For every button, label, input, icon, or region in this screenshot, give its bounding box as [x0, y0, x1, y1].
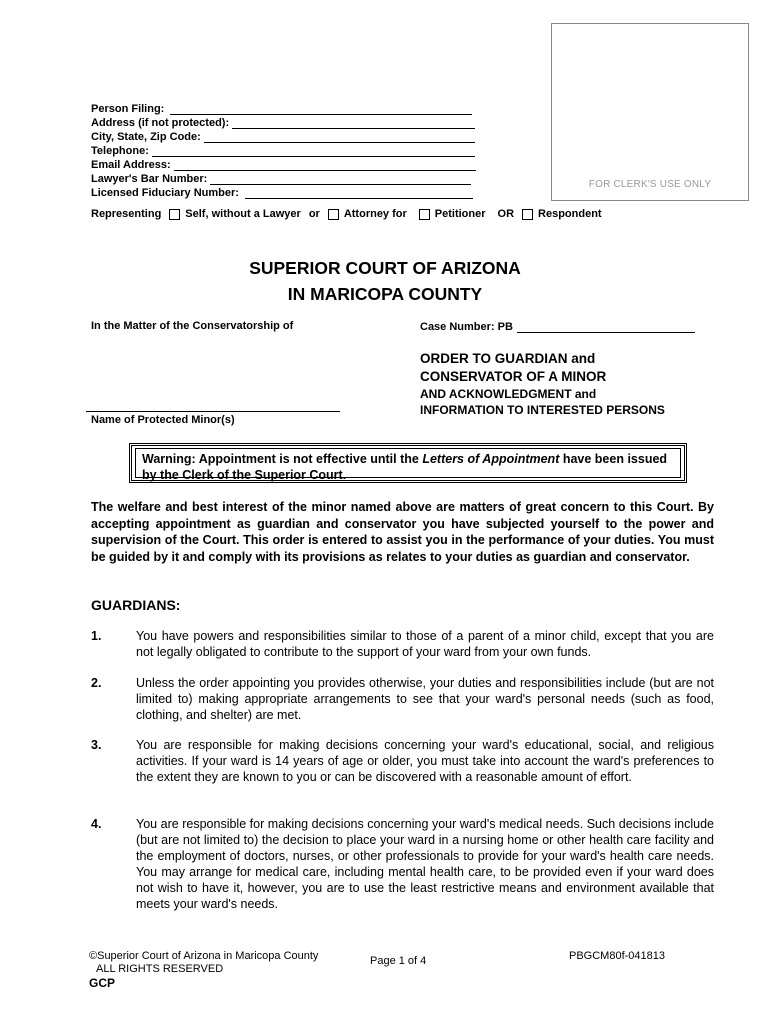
case-number-row: [420, 320, 695, 333]
matter-label: In the Matter of the Conservatorship of: [91, 320, 294, 332]
fiduciary-field[interactable]: [245, 187, 473, 199]
person-filing-row: [91, 101, 491, 115]
city-field[interactable]: [204, 131, 475, 143]
order-title-line4: INFORMATION TO INTERESTED PERSONS: [420, 403, 665, 417]
or-label-2: OR: [497, 208, 515, 220]
court-title-line1: SUPERIOR COURT OF ARIZONA: [249, 258, 521, 278]
order-title-line1: ORDER TO GUARDIAN and: [420, 351, 596, 366]
attorney-label: Attorney for: [343, 208, 407, 220]
person-filing-label: Person Filing:: [91, 103, 165, 115]
item-number: 2.: [91, 676, 102, 690]
petitioner-label: Petitioner: [434, 208, 486, 220]
minor-name-label: Name of Protected Minor(s): [91, 414, 235, 426]
form-code: GCP: [89, 976, 116, 990]
city-row: [91, 129, 491, 143]
clerk-use-box: [551, 23, 749, 201]
petitioner-checkbox[interactable]: [419, 209, 430, 220]
item-number: 3.: [91, 738, 102, 752]
respondent-label: Respondent: [538, 208, 602, 220]
order-title-line2: CONSERVATOR OF A MINOR: [420, 369, 607, 384]
representing-label: Representing: [91, 208, 162, 220]
warning-italic: Letters of Appointment: [422, 452, 560, 466]
case-number-label: Case Number: PB: [420, 321, 513, 333]
court-title-line2: IN MARICOPA COUNTY: [287, 284, 483, 304]
warning-text: [135, 448, 681, 482]
page-number: Page 1 of 4: [370, 955, 427, 967]
list-item: [91, 675, 714, 723]
item-text: You are responsible for making decisions concerning your ward's medical needs. Such decisions include (but are not limited to) the decision to place your ward in a nursing home or other health care facility and the employment of doctors, nurses, or other professionals to provide for your ward's health care needs. You may arrange for medical care, including mental health care, to be provided even if your ward does not wish to have it, however, you are to use the least restrictive means and environment available that meets your ward's needs.: [136, 817, 714, 911]
bar-number-row: [91, 171, 491, 185]
filer-info-block: [91, 101, 491, 199]
email-label: Email Address:: [91, 159, 171, 171]
address-field[interactable]: [232, 117, 475, 129]
self-label: Self, without a Lawyer: [185, 208, 301, 220]
email-field[interactable]: [174, 159, 476, 171]
address-label: Address (if not protected):: [91, 117, 230, 129]
bar-number-label: Lawyer's Bar Number:: [91, 173, 208, 185]
self-checkbox[interactable]: [169, 209, 180, 220]
representing-row: [91, 208, 606, 220]
city-label: City, State, Zip Code:: [91, 131, 201, 143]
intro-paragraph: The welfare and best interest of the minor named above are matters of great concern to this Court. By accepting appointment as guardian and conservator you have subjected yourself to the power and supervision of the Court. This order is entered to assist you in the performance of your duties. You must be guided by it and comply with its provisions as relates to your duties as guardian and conservator.: [91, 500, 714, 564]
minor-name-field[interactable]: [86, 411, 340, 412]
case-number-field[interactable]: [517, 320, 695, 333]
court-title: [0, 255, 770, 307]
attorney-checkbox[interactable]: [328, 209, 339, 220]
person-filing-field[interactable]: [170, 103, 472, 115]
list-item: [91, 737, 714, 785]
email-row: [91, 157, 491, 171]
order-title: [420, 350, 665, 418]
list-item: [91, 816, 714, 912]
telephone-label: Telephone:: [91, 145, 149, 157]
address-row: [91, 115, 491, 129]
respondent-checkbox[interactable]: [522, 209, 533, 220]
telephone-field[interactable]: [152, 145, 475, 157]
item-text: You have powers and responsibilities similar to those of a parent of a minor child, except that you are not legally obligated to contribute to the support of your ward from your own funds.: [136, 629, 714, 659]
list-item: [91, 628, 714, 660]
clerk-use-label: FOR CLERK'S USE ONLY: [588, 179, 712, 190]
item-number: 4.: [91, 817, 102, 831]
order-title-line3: AND ACKNOWLEDGMENT and: [420, 387, 597, 401]
item-text: You are responsible for making decisions concerning your ward's educational, social, and religious activities. If your ward is 14 years of age or older, you must take into account the ward's preferences to the extent they are known to you or can be discovered with a reasonable amount of effort.: [136, 738, 714, 784]
telephone-row: [91, 143, 491, 157]
copyright-text: ©Superior Court of Arizona in Maricopa County: [89, 950, 319, 962]
guardians-heading: GUARDIANS:: [91, 597, 181, 613]
footer-left: [89, 950, 318, 990]
fiduciary-label: Licensed Fiduciary Number:: [91, 187, 239, 199]
item-number: 1.: [91, 629, 102, 643]
form-id: PBGCM80f-041813: [569, 950, 665, 962]
warning-post: have been issued by the Clerk of the Superior Court.: [142, 452, 668, 482]
bar-number-field[interactable]: [210, 173, 471, 185]
or-label: or: [308, 208, 320, 220]
warning-pre: Warning: Appointment is not effective until the: [142, 452, 423, 466]
rights-text: ALL RIGHTS RESERVED: [96, 963, 224, 975]
fiduciary-row: [91, 185, 491, 199]
warning-box: [129, 443, 687, 483]
item-text: Unless the order appointing you provides otherwise, your duties and responsibilities include (but are not limited to) making appropriate arrangements to see that your ward's personal needs (such as food, clothing, and shelter) are met.: [136, 676, 714, 722]
